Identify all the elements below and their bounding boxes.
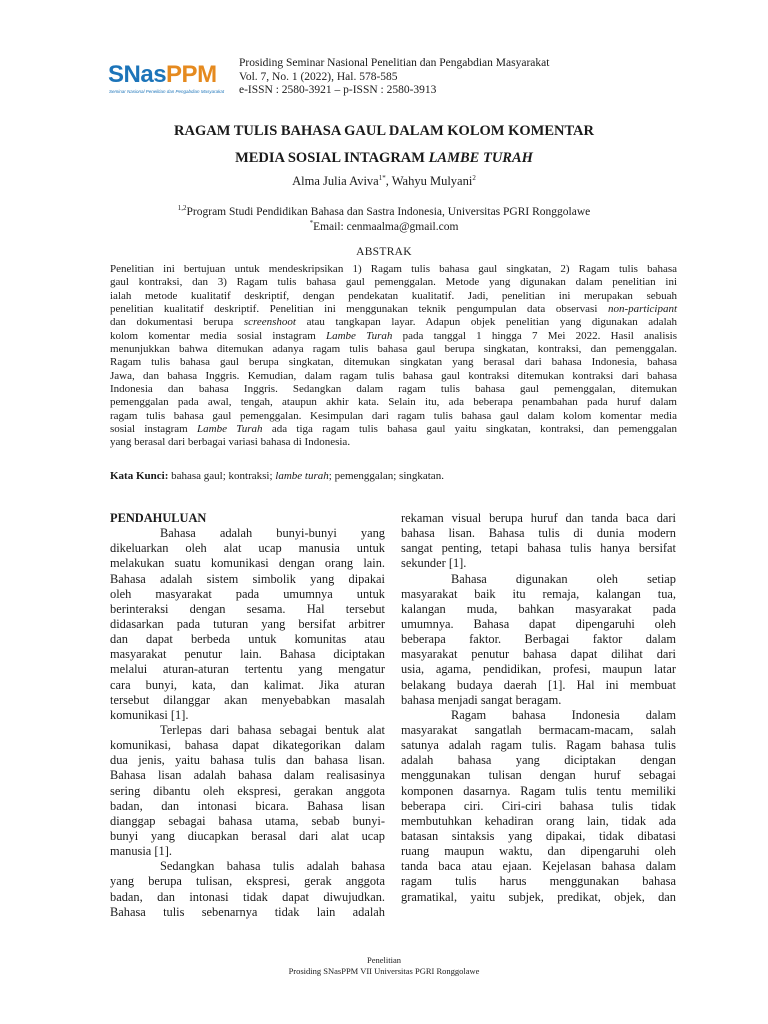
title-italic: LAMBE TURAH (428, 150, 533, 166)
abstract-line: gaul kontraksi, dan 3) Ragam tulis bahasa gaul pemenggalan. Metode yang digunakan dalam penelitian ini (110, 276, 677, 289)
body-line: badan, dan intonasi tidak dapat diwujudkan. (110, 889, 385, 904)
affiliation (0, 205, 768, 235)
abstract-italic: Lambe Turah (325, 329, 393, 342)
body-line: dua jenis, yaitu bahasa tulis dan bahasa lisan. (110, 753, 385, 768)
author-2-sup: 2 (472, 174, 476, 182)
keywords-text: ; pemenggalan; singkatan. (328, 470, 444, 482)
author-1-sup: 1* (378, 174, 386, 182)
paper-title-line-2 (0, 150, 768, 167)
body-line: didasarkan pada tuturan yang bersifat arbitrer (110, 616, 385, 631)
page-footer (0, 955, 768, 977)
body-line: bahasa lisan. Bahasa tulis di dunia modern (401, 526, 676, 541)
body-line: satunya adalah ragam tulis. Ragam bahasa tulis (401, 738, 676, 753)
abstract-line: Ragam tulis bahasa gaul berupa singkatan, ditemukan singkatan yang berasal dari bahasa Indonesia, bahasa (110, 356, 677, 369)
abstract-line (110, 330, 677, 343)
abstract-line (110, 303, 677, 316)
abstract-italic: Lambe Turah (197, 423, 263, 436)
abstract-line: Penelitian ini bertujuan untuk mendeskripsikan 1) Ragam tulis bahasa gaul singkatan, 2) Ragam tulis bahasa (110, 263, 677, 275)
body-line: Sedangkan bahasa tulis adalah bahasa (160, 859, 385, 874)
email-line (0, 220, 768, 235)
body-line: gramatikal, yaitu subjek, predikat, objek, dan (401, 889, 676, 904)
keywords (110, 470, 444, 482)
body-line: rekaman visual berupa huruf dan tanda baca dari (401, 511, 676, 525)
abstract-line (110, 316, 677, 329)
body-line: ragam tulis harus menggunakan bahasa (401, 874, 676, 889)
abstract-line: ialah metode kualitatif deskriptif, dengan pendekatan kualitatif. Jadi, penelitian ini merupakan sebuah (110, 289, 677, 302)
body-line: umumnya. Bahasa dapat dipengaruhi oleh (401, 616, 676, 631)
body-column-left (110, 511, 385, 920)
body-line: Terlepas dari bahasa sebagai bentuk alat (160, 722, 385, 737)
abstract-italic: non-participant (607, 303, 678, 316)
body-line: beberapa ciri. Ciri-ciri bahasa tulis tidak (401, 798, 676, 813)
body-line: dikeluarkan oleh alat ucap manusia untuk (110, 541, 385, 556)
logo-wordmark-b: PPM (166, 61, 217, 88)
abstract-line (110, 423, 677, 436)
body-line: dianggap sebagai bahasa utama, sebab bunyi- (110, 813, 385, 828)
author-1: Alma Julia Aviva (292, 174, 379, 188)
abstract-text: dan dokumentasi berupa (110, 316, 234, 329)
body-line: tersebut dilanggar akan menyebabkan masalah (110, 692, 385, 707)
keywords-text: bahasa gaul; kontraksi; (171, 470, 273, 482)
body-line: masyarakat penutur lain. Bahasa diciptakan (110, 647, 385, 662)
logo-wordmark (108, 62, 217, 88)
abstract-italic: screenshoot (243, 316, 296, 329)
body-line: masyarakat sangatlah bermacam-macam, salah (401, 722, 676, 737)
body-line: melakukan suatu komunikasi dengan orang lain. (110, 556, 385, 571)
publication-info (239, 57, 549, 98)
body-line: sekunder [1]. (401, 556, 467, 571)
body-line: oleh masyarakat pada umumnya untuk (110, 586, 385, 601)
body-line: melalui aturan-aturan tertentu yang mengatur (110, 662, 385, 677)
paper-title-line-1: RAGAM TULIS BAHASA GAUL DALAM KOLOM KOMENTAR (174, 123, 594, 139)
title-plain: MEDIA SOSIAL INTAGRAM (235, 150, 429, 166)
body-line: usia, agama, pendidikan, profesi, maupun latar (401, 662, 676, 677)
body-column-right (401, 511, 676, 905)
body-line: cara bunyi, kata, dan kalimat. Jika aturan (110, 677, 385, 692)
body-line: badan, dan intonasi bicara. Bahasa lisan (110, 798, 385, 813)
body-line: Bahasa adalah bunyi-bunyi yang (160, 526, 385, 541)
body-line: komponen dasarnya. Ragam tulis tentu memiliki (401, 783, 676, 798)
body-line: manusia [1]. (110, 844, 172, 859)
body-line: tanda baca atau ejaan. Kejelasan bahasa dalam (401, 859, 676, 874)
keywords-label: Kata Kunci: (110, 470, 169, 482)
abstract-line: menunjukkan bahwa ditemukan adanya ragam tulis bahasa gaul berupa singkatan, kontraksi, dan pemenggalan. (110, 343, 677, 356)
keywords-italic: lambe turah (275, 470, 329, 482)
body-line: masyarakat baik itu remaja, kalangan tua, (401, 586, 676, 601)
body-line: Bahasa adalah sistem simbolik yang dipakai (110, 571, 385, 586)
body-line: Bahasa tulis sebenarnya tidak lain adalah (110, 904, 385, 919)
body-line: Ragam bahasa Indonesia dalam (451, 707, 676, 722)
abstract-line: pemenggalan pada awal, tengah, ataupun akhir kata. Selain itu, ada beberapa penambahan pada huruf dalam (110, 396, 677, 409)
body-line: Bahasa digunakan oleh setiap (451, 571, 676, 586)
body-line: kalangan muda, bahkan masyarakat pada (401, 601, 676, 616)
footer-line-2: Prosiding SNasPPM VII Universitas PGRI Ronggolawe (288, 966, 480, 976)
body-line: bunyi yang diucapkan berasal dari alat ucap (110, 828, 385, 843)
body-line: komunikasi, bahasa dapat dikategorikan dalam (110, 738, 385, 753)
logo-wordmark-a: SNas (108, 61, 167, 88)
pub-line-3: e-ISSN : 2580-3921 – p-ISSN : 2580-3913 (239, 84, 437, 96)
abstract-heading: ABSTRAK (356, 246, 412, 258)
body-line: dan dapat berbeda untuk komunitas atau (110, 632, 385, 647)
abstract-text: pada tanggal 1 hingga 7 Mei 2022. Hasil analisis (402, 329, 677, 342)
body-line: menggunakan tulisan dengan huruf sebagai (401, 768, 676, 783)
author-2: , Wahyu Mulyani (385, 174, 473, 188)
abstract-line: yang berasal dari berbagai variasi bahasa di Indonesia. (110, 436, 351, 449)
abstract-text: penelitian kualitatif deskriptif. Penelitian ini menggunakan teknik pengumpulan data observasi (110, 303, 598, 316)
body-line: beberapa faktor. Berbagai faktor dalam (401, 632, 676, 647)
body-line: membutuhkan kehadiran orang lain, tidak ada (401, 813, 676, 828)
body-line: masyarakat penutur bahasa dapat dilihat dari (401, 647, 676, 662)
affiliation-sup: 1,2 (177, 204, 187, 212)
affiliation-text: Program Studi Pendidikan Bahasa dan Sastra Indonesia, Universitas PGRI Ronggolawe (186, 206, 591, 218)
abstract-text: ada tiga ragam tulis bahasa gaul yaitu singkatan, kontraksi, dan pemenggalan (271, 423, 677, 436)
abstract-line: Indonesia dan bahasa Inggris. Sedangkan dalam ragam tulis bahasa gaul pemenggalan, ditemukan (110, 383, 677, 396)
body-line: ruang maupun waktu, dan dipengaruhi oleh (401, 844, 676, 859)
email-sup: * (309, 219, 314, 227)
body-line: komunikasi [1]. (110, 707, 189, 722)
snasppm-logo (108, 62, 236, 98)
body-line: batasan sintaksis yang dipakai, tidak dibatasi (401, 828, 676, 843)
body-line: yang berupa tulisan, ekspresi, gerak anggota (110, 874, 385, 889)
section-heading: PENDAHULUAN (110, 511, 207, 525)
abstract-text: atau tangkapan layar. Adapun objek penelitian yang digunakan adalah (306, 316, 678, 329)
logo-subtitle: Seminar Nasional Penelitian dan Pengabdian Masyarakat (109, 89, 225, 94)
body-line: bahasa menjadi sangat beragam. (401, 692, 562, 707)
abstract-line: Jawa, dan bahasa Inggris. Kemudian, dalam ragam tulis bahasa gaul kontraksi ditemukan kontraksi dari bahasa (110, 369, 677, 382)
abstract-body (110, 263, 677, 450)
footer-line-1: Penelitian (367, 955, 401, 965)
affiliation-line (0, 205, 768, 220)
abstract-text: kolom komentar media sosial instagram (110, 329, 316, 342)
email-text: Email: cenmaalma@gmail.com (313, 221, 459, 233)
body-line: Bahasa lisan adalah bahasa dalam realisasinya (110, 768, 385, 783)
pub-line-2: Vol. 7, No. 1 (2022), Hal. 578-585 (239, 70, 398, 83)
body-line: sangat penting, tetapi bahasa tulis hanya bersifat (401, 541, 676, 556)
abstract-line: ragam tulis bahasa gaul pemenggalan. Kesimpulan dari ragam tulis bahasa gaul dalam kolom komentar media (110, 409, 677, 422)
pub-line-1: Prosiding Seminar Nasional Penelitian dan Pengabdian Masyarakat (239, 57, 550, 69)
abstract-text: sosial instagram (110, 423, 188, 436)
author-list (0, 174, 768, 189)
body-line: berinteraksi dengan sesama. Hal tersebut (110, 601, 385, 616)
body-line: belakang budaya daerah [1]. Hal ini membuat (401, 677, 676, 692)
body-line: adalah bahasa yang diciptakan dengan (401, 753, 676, 768)
body-line: sering dibantu oleh ekspresi, gerakan anggota (110, 783, 385, 798)
